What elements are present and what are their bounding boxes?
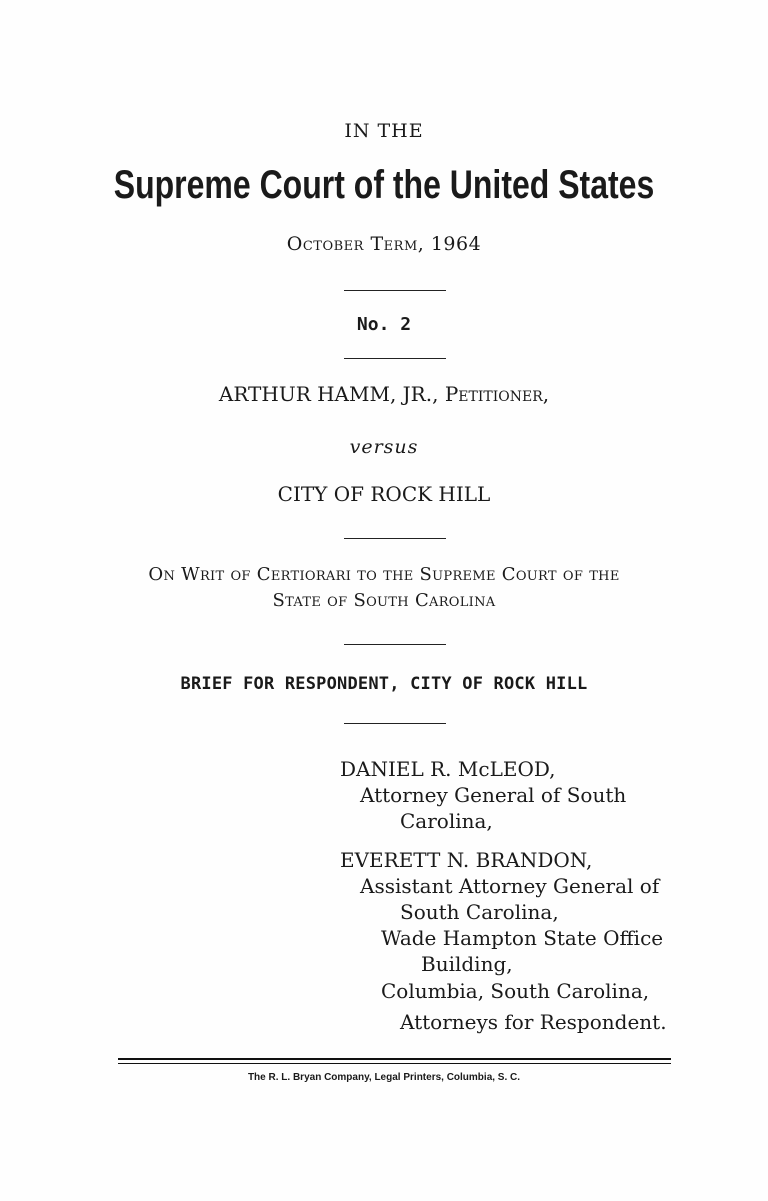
writ-line-2: State of South Carolina: [272, 590, 496, 611]
divider: [344, 723, 446, 724]
term-label: October Term, 1964: [286, 233, 482, 255]
divider: [344, 538, 446, 539]
divider: [344, 358, 446, 359]
counsel-name-1: DANIEL R. McLEOD,: [340, 757, 556, 781]
petitioner-role: Petitioner,: [444, 382, 550, 406]
writ-line-1: On Writ of Certiorari to the Supreme Court of the: [148, 564, 620, 585]
counsel-title-1-line-2: Carolina,: [400, 809, 493, 833]
counsel-name-2: EVERETT N. BRANDON,: [340, 848, 593, 872]
address-line-1: Wade Hampton State Office: [381, 926, 664, 950]
counsel-title-2-line-1: Assistant Attorney General of: [360, 874, 660, 898]
footer-rule-bottom: [118, 1063, 671, 1064]
attorneys-role: Attorneys for Respondent.: [400, 1010, 667, 1034]
address-line-3: Columbia, South Carolina,: [381, 979, 650, 1003]
divider: [344, 290, 446, 291]
petitioner-line: [0, 382, 768, 406]
divider: [344, 644, 446, 645]
address-line-2: Building,: [421, 952, 513, 976]
case-number: No. 2: [356, 314, 412, 335]
counsel-title-1-line-1: Attorney General of South: [360, 783, 627, 807]
footer-rule-top: [118, 1058, 671, 1060]
court-title: Supreme Court of the United States: [113, 163, 655, 207]
in-the-label: IN THE: [344, 120, 424, 142]
printer-imprint: The R. L. Bryan Company, Legal Printers, Columbia, S. C.: [247, 1072, 521, 1083]
petitioner-name: ARTHUR HAMM, JR.,: [218, 382, 439, 406]
counsel-title-2-line-2: South Carolina,: [400, 900, 559, 924]
versus-label: versus: [349, 436, 419, 458]
brief-title: BRIEF FOR RESPONDENT, CITY OF ROCK HILL: [180, 674, 588, 694]
respondent-name: CITY OF ROCK HILL: [277, 482, 491, 506]
